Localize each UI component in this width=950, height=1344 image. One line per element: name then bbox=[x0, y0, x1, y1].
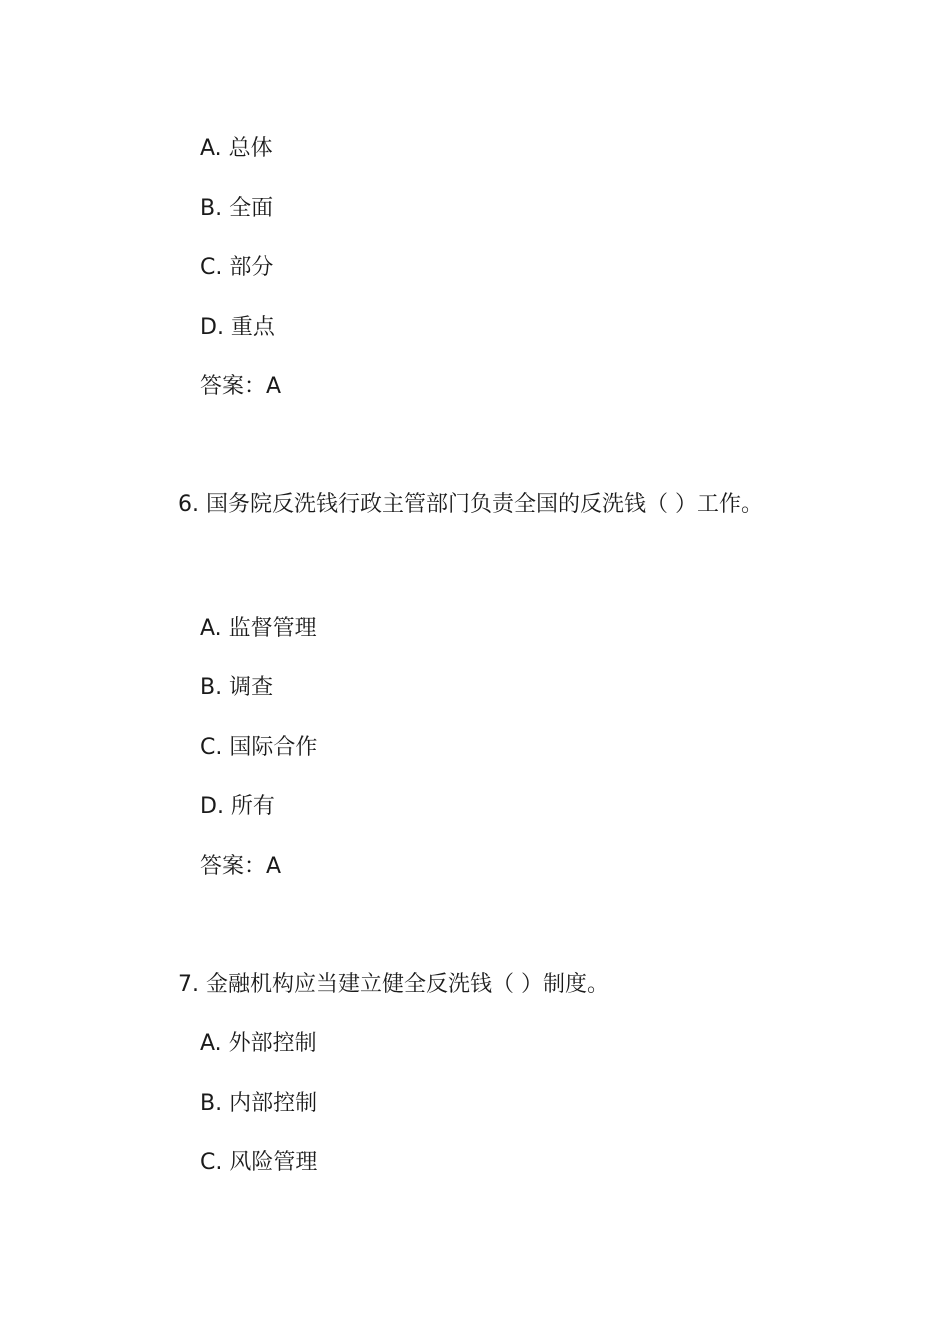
q5-option-c: C. 部分 bbox=[200, 255, 274, 280]
q5-option-d: D. 重点 bbox=[200, 315, 275, 340]
q5-option-a: A. 总体 bbox=[200, 136, 273, 161]
q5-answer: 答案：A bbox=[200, 374, 282, 399]
question-7-text: 7. 金融机构应当建立健全反洗钱（ ）制度。 bbox=[178, 972, 609, 997]
q6-option-c: C. 国际合作 bbox=[200, 735, 318, 760]
question-6-text: 6. 国务院反洗钱行政主管部门负责全国的反洗钱（ ）工作。 bbox=[178, 492, 763, 517]
q6-option-a: A. 监督管理 bbox=[200, 616, 317, 641]
q7-option-b: B. 内部控制 bbox=[200, 1091, 318, 1116]
q6-option-d: D. 所有 bbox=[200, 794, 275, 819]
q6-option-b: B. 调查 bbox=[200, 675, 274, 700]
q6-answer: 答案：A bbox=[200, 854, 282, 879]
q7-option-a: A. 外部控制 bbox=[200, 1031, 317, 1056]
q7-option-c: C. 风险管理 bbox=[200, 1150, 318, 1175]
q5-option-b: B. 全面 bbox=[200, 196, 274, 221]
